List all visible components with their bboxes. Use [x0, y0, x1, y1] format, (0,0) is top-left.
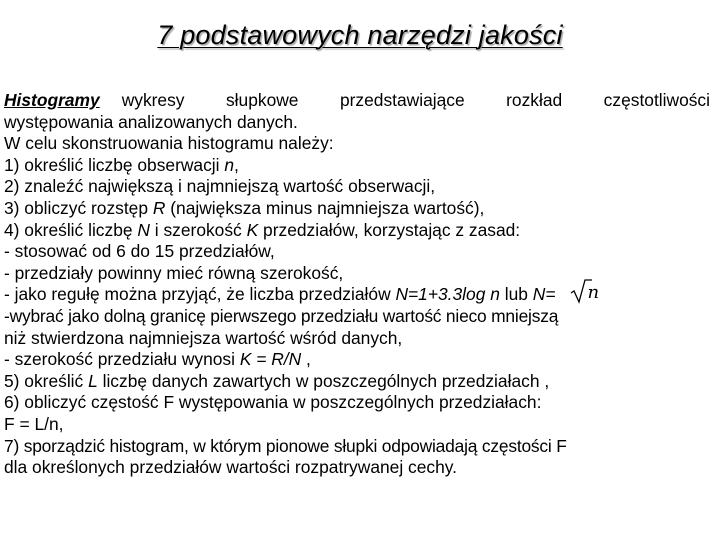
- slide-body: [4, 90, 710, 479]
- body-line-10: [4, 284, 710, 306]
- body-line-5: 2) znaleźć największą i najmniejszą wartość obserwacji,: [4, 176, 436, 197]
- body-line-15: 6) obliczyć częstość F występowania w poszczególnych przedziałach:: [4, 392, 542, 413]
- body-line-14: [4, 371, 710, 393]
- line7-variable-k: K: [246, 219, 259, 240]
- intro-words: wykresy słupkowe przedstawiające rozkład częstotliwości: [121, 90, 710, 110]
- line7-text-a: 4) określić liczbę: [4, 219, 138, 240]
- body-line-8: - stosować od 6 do 15 przedziałów,: [4, 241, 275, 262]
- line6-text-b: (największa minus najmniejsza wartość),: [165, 197, 485, 218]
- body-line-1: [4, 90, 710, 112]
- slide-title: 7 podstawowych narzędzi jakości: [157, 20, 563, 50]
- line7-variable-n: N: [137, 219, 150, 240]
- intro-text-a: [122, 90, 710, 112]
- body-line-12: niż stwierdzona najmniejsza wartość wśród danych,: [4, 327, 403, 348]
- line4-variable: n: [224, 154, 235, 175]
- body-line-3: W celu skonstruowania histogramu należy:: [4, 133, 334, 154]
- line7-text-c: przedziałów, korzystając z zasad:: [258, 219, 521, 240]
- body-line-4: [4, 155, 710, 177]
- line4-text: 1) określić liczbę obserwacji: [4, 154, 225, 175]
- line7-text-b: i szerokość: [149, 219, 247, 240]
- body-line-17: 7) sporządzić histogram, w którym pionowe słupki odpowiadają częstości F: [4, 435, 567, 456]
- body-line-13: [4, 349, 710, 371]
- body-line-16: F = L/n,: [4, 413, 64, 434]
- body-line-11: -wybrać jako dolną granicę pierwszego przedziału wartość nieco mniejszą: [4, 305, 559, 326]
- body-line-9: - przedziały powinny mieć równą szerokość,: [4, 262, 344, 283]
- line13-text-a: - szerokość przedziału wynosi: [4, 349, 240, 370]
- line4-punct: ,: [234, 154, 239, 175]
- line13-punct: ,: [301, 349, 311, 370]
- sqrt-formula-lhs: N=: [532, 284, 556, 305]
- sqrt-radicand: n: [587, 282, 600, 304]
- line10-text-a: - jako regułę można przyjąć, że liczba przedziałów: [4, 284, 396, 305]
- line14-text-b: liczbę danych zawartych w poszczególnych przedziałach ,: [97, 370, 550, 391]
- body-line-2: występowania analizowanych danych.: [4, 111, 298, 132]
- interval-width-formula: K = R/N: [239, 349, 302, 370]
- square-root-formula: [570, 284, 604, 302]
- line6-variable: R: [152, 197, 166, 218]
- line14-text-a: 5) określić: [4, 370, 89, 391]
- body-line-7: [4, 220, 710, 242]
- line10-text-b: lub: [499, 284, 533, 305]
- body-line-18: dla określonych przedziałów wartości rozpatrywanej cechy.: [4, 457, 457, 478]
- body-line-6: [4, 198, 710, 220]
- interval-count-formula: N=1+3.3log n: [395, 284, 500, 305]
- term-histogramy: Histogramy: [4, 90, 100, 110]
- line14-variable: L: [88, 370, 98, 391]
- line6-text-a: 3) obliczyć rozstęp: [4, 197, 153, 218]
